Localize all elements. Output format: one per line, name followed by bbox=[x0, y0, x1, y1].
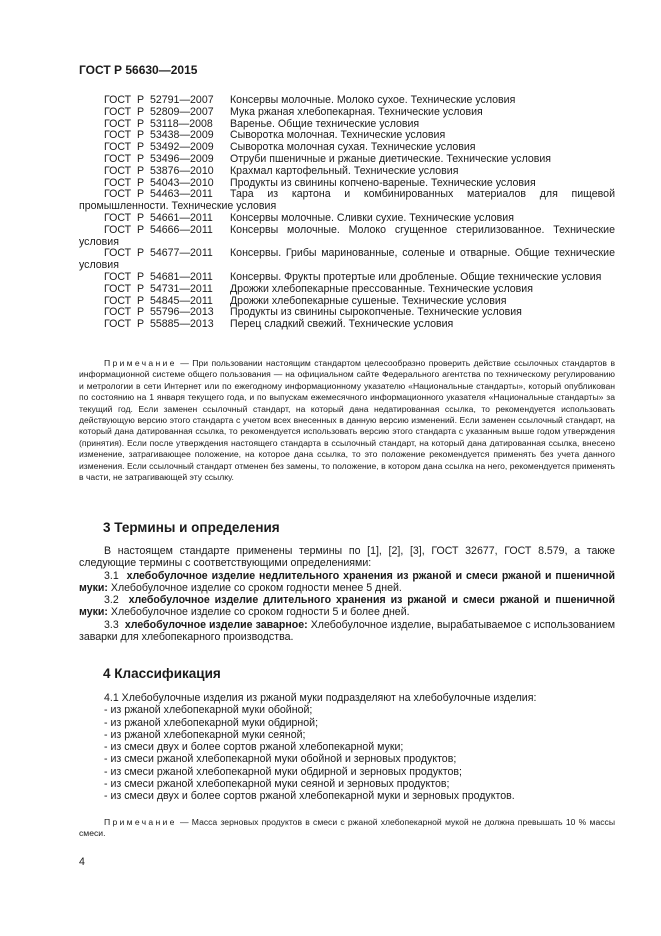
reference-code: ГОСТ Р 54845—2011 bbox=[104, 294, 213, 307]
reference-code: ГОСТ Р 54677—2011 bbox=[104, 247, 213, 260]
reference-title: Консервы молочные. Сливки сухие. Технические условия bbox=[230, 211, 514, 224]
reference-code: ГОСТ Р 53492—2009 bbox=[104, 141, 214, 154]
term-name: хлебобулочное изделие длительного хранения из ржаной и смеси ржаной и пшеничной муки: bbox=[79, 594, 615, 619]
term-definition: Хлебобулочное изделие со сроком годности 5 и более дней. bbox=[110, 606, 410, 619]
term-3-2 bbox=[79, 594, 615, 619]
reference-code: ГОСТ Р 53438—2009 bbox=[104, 129, 214, 142]
section-4-body bbox=[79, 692, 615, 803]
term-definition: Хлебобулочное изделие со сроком годности менее 5 дней. bbox=[110, 581, 402, 594]
term-number: 3.2 bbox=[104, 594, 119, 607]
reference-title: Дрожжи хлебопекарные прессованные. Технические условия bbox=[230, 282, 533, 295]
page-number: 4 bbox=[79, 856, 85, 868]
term-number: 3.3 bbox=[104, 618, 119, 631]
section-3-heading: 3 Термины и определения bbox=[103, 520, 280, 535]
reference-code: ГОСТ Р 54731—2011 bbox=[104, 282, 213, 295]
section-3-intro: В настоящем стандарте применены термины по [1], [2], [3], ГОСТ 32677, ГОСТ 8.579, а также следующие термины с соответствующими определениями: bbox=[79, 545, 615, 570]
list-item: - из смеси двух и более сортов ржаной хлебопекарной муки и зерновых продуктов. bbox=[104, 790, 515, 803]
section-3-body bbox=[79, 545, 615, 643]
reference-item bbox=[79, 189, 615, 213]
reference-title: Отруби пшеничные и ржаные диетические. Технические условия bbox=[230, 152, 552, 165]
list-item: - из смеси ржаной хлебопекарной муки обойной и зерновых продуктов; bbox=[104, 753, 457, 766]
reference-code: ГОСТ Р 55796—2013 bbox=[104, 306, 214, 319]
reference-item bbox=[79, 319, 615, 331]
reference-code: ГОСТ Р 53876—2010 bbox=[104, 164, 214, 177]
list-item: - из смеси ржаной хлебопекарной муки обдирной и зерновых продуктов; bbox=[104, 765, 462, 778]
section-4-intro: 4.1 Хлебобулочные изделия из ржаной муки подразделяют на хлебобулочные изделия: bbox=[104, 692, 537, 704]
reference-title: Крахмал картофельный. Технические условия bbox=[230, 164, 459, 177]
reference-title: Продукты из свинины сырокопченые. Технические условия bbox=[230, 306, 522, 319]
reference-code: ГОСТ Р 54666—2011 bbox=[104, 223, 213, 236]
reference-list bbox=[79, 95, 615, 331]
reference-code: ГОСТ Р 54681—2011 bbox=[104, 270, 213, 283]
term-number: 3.1 bbox=[104, 569, 119, 582]
reference-title: Дрожжи хлебопекарные сушеные. Технические условия bbox=[230, 294, 507, 307]
reference-title: Консервы. Грибы маринованные, соленые и отварные. Общие технические условия bbox=[79, 247, 615, 272]
term-name: хлебобулочное изделие заварное: bbox=[124, 618, 308, 631]
section-4-heading: 4 Классификация bbox=[103, 666, 221, 681]
reference-code: ГОСТ Р 54661—2011 bbox=[104, 211, 213, 224]
reference-title: Перец сладкий свежий. Технические условия bbox=[230, 318, 454, 331]
reference-title: Консервы молочные. Молоко сухое. Технические условия bbox=[230, 94, 516, 106]
term-3-3 bbox=[79, 619, 615, 644]
list-item: - из ржаной хлебопекарной муки обойной; bbox=[104, 704, 313, 717]
reference-code: ГОСТ Р 53118—2008 bbox=[104, 117, 213, 130]
reference-title: Консервы молочные. Молоко сгущенное стерилизованное. Технические условия bbox=[79, 223, 615, 248]
note-label: Примечание bbox=[104, 358, 177, 368]
reference-title: Мука ржаная хлебопекарная. Технические условия bbox=[230, 105, 483, 118]
reference-item bbox=[79, 225, 615, 249]
reference-code: ГОСТ Р 55885—2013 bbox=[104, 318, 214, 331]
list-item: - из ржаной хлебопекарной муки сеяной; bbox=[104, 728, 306, 741]
note-label: Примечание bbox=[104, 817, 177, 827]
reference-code: ГОСТ Р 52809—2007 bbox=[104, 105, 214, 118]
standard-header: ГОСТ Р 56630—2015 bbox=[79, 63, 198, 77]
reference-title: Консервы. Фрукты протертые или дробленые. Общие технические условия bbox=[230, 270, 602, 283]
reference-code: ГОСТ Р 52791—2007 bbox=[104, 94, 214, 106]
reference-title: Тара из картона и комбинированных материалов для пищевой промышленности. Технические условия bbox=[79, 188, 615, 213]
list-item: - из ржаной хлебопекарной муки обдирной; bbox=[104, 716, 319, 729]
term-3-1 bbox=[79, 570, 615, 595]
reference-code: ГОСТ Р 53496—2009 bbox=[104, 152, 214, 165]
reference-title: Продукты из свинины копчено-вареные. Технические условия bbox=[230, 176, 536, 189]
reference-code: ГОСТ Р 54043—2010 bbox=[104, 176, 214, 189]
note-text: — При пользовании настоящим стандартом целесообразно проверить действие ссылочных стандартов в информационной системе общего пользования — на официальном сайте Федерального агентства по техническому регулированию и метрологии в сети Интернет или по ежегодному информационному указателю «Национальные стандарты», который опубликован по состоянию на 1 января текущего года, и по выпускам ежемесячного информационного указателя «Национальные стандарты» за текущий год. Если заменен ссылочный стандарт, на который дана недатированная ссылка, то рекомендуется использовать действующую версию этого стандарта с учетом всех внесенных в данную версию изменений. Если заменен ссылочный стандарт, на который дана датированная ссылка, то рекомендуется использовать версию этого стандарта с указанным выше годом утверждения (принятия). Если после утверждения настоящего стандарта в ссылочный стандарт, на который дана датированная ссылка, внесено изменение, затрагивающее положение, на которое дана ссылка, то это положение рекомендуется применять без учета данного изменения. Если ссылочный стандарт отменен без замены, то положение, в котором дана ссылка на него, рекомендуется применять в части, не затрагивающей эту ссылку. bbox=[79, 358, 616, 483]
reference-title: Сыворотка молочная. Технические условия bbox=[230, 129, 446, 142]
term-name: хлебобулочное изделие недлительного хранения из ржаной и смеси ржаной и пшеничной муки: bbox=[79, 569, 615, 594]
reference-code: ГОСТ Р 54463—2011 bbox=[104, 188, 213, 201]
list-item: - из смеси ржаной хлебопекарной муки сеяной и зерновых продуктов; bbox=[104, 778, 450, 791]
reference-item bbox=[79, 248, 615, 272]
note-grain-mass bbox=[79, 817, 615, 840]
note-normative-references bbox=[79, 358, 615, 483]
reference-title: Сыворотка молочная сухая. Технические условия bbox=[230, 141, 476, 154]
list-item: - из смеси двух и более сортов ржаной хлебопекарной муки; bbox=[104, 741, 404, 754]
term-definition: Хлебобулочное изделие, вырабатываемое с использованием заварки для хлебопекарного производства. bbox=[79, 618, 616, 644]
note-text: — Масса зерновых продуктов в смеси с ржаной хлебопекарной мукой не должна превышать 10 % массы смеси. bbox=[79, 817, 615, 839]
reference-title: Варенье. Общие технические условия bbox=[230, 117, 420, 130]
